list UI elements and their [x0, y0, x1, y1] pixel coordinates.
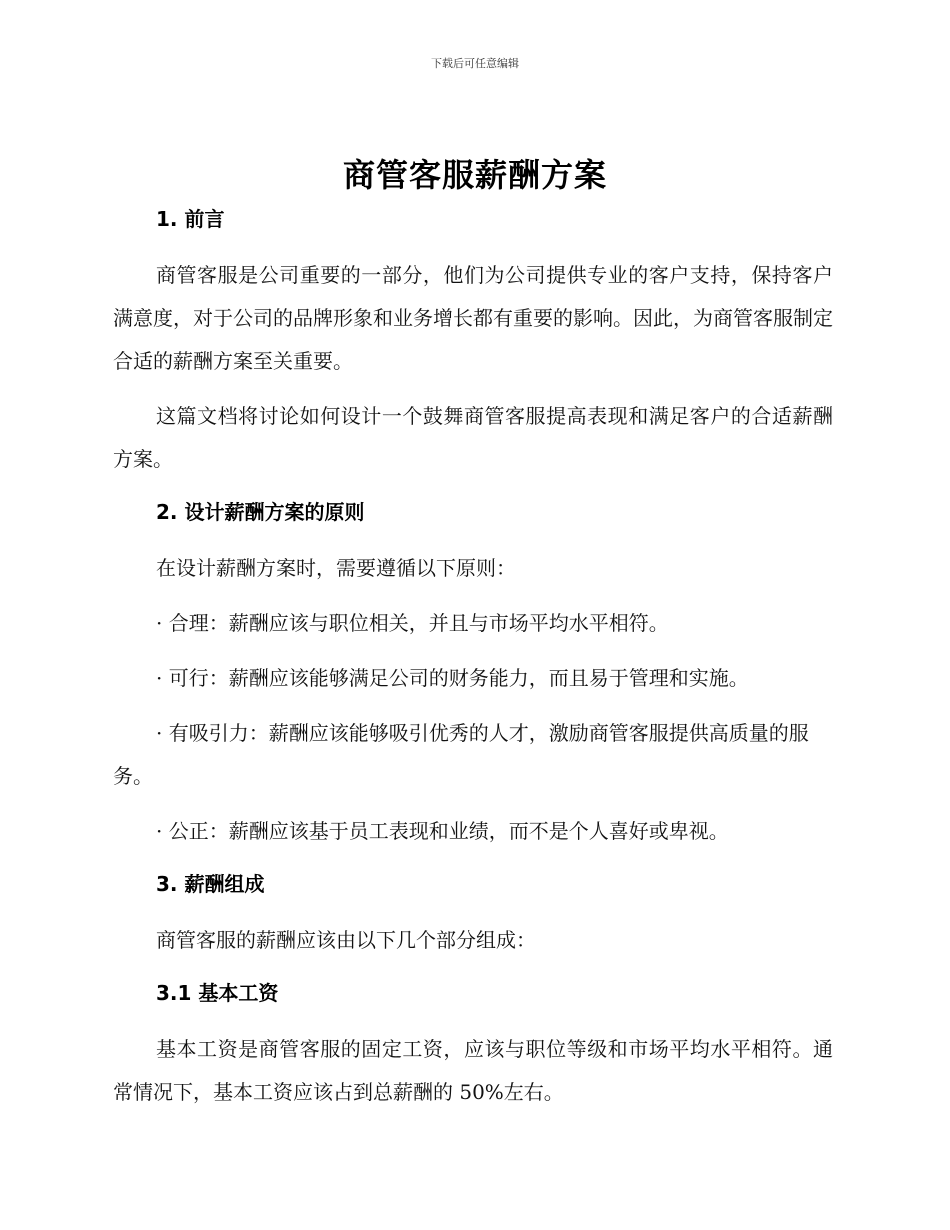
section-heading-composition: 3. 薪酬组成 [156, 872, 265, 896]
subsection-heading-base-salary: 3.1 基本工资 [156, 981, 279, 1005]
document-title: 商管客服薪酬方案 [342, 156, 607, 194]
paragraph-principles-intro: 在设计薪酬方案时，需要遵循以下原则： [156, 556, 516, 580]
paragraph-preface-2: 这篇文档将讨论如何设计一个鼓舞商管客服提高表现和满足客户的合适薪酬方案。 [113, 404, 833, 471]
document-body [113, 200, 833, 1126]
bullet-item-reasonable: · 合理：薪酬应该与职位相关，并且与市场平均水平相符。 [156, 611, 669, 635]
page-header-note: 下载后可任意编辑 [431, 57, 519, 70]
bullet-item-fair: · 公正：薪酬应该基于员工表现和业绩，而不是个人喜好或卑视。 [156, 819, 729, 843]
section-heading-preface: 1. 前言 [156, 207, 225, 231]
paragraph-composition-intro: 商管客服的薪酬应该由以下几个部分组成： [156, 928, 536, 952]
section-heading-principles: 2. 设计薪酬方案的原则 [156, 500, 365, 524]
paragraph-preface-1: 商管客服是公司重要的一部分，他们为公司提供专业的客户支持，保持客户满意度，对于公司的品牌形象和业务增长都有重要的影响。因此，为商管客服制定合适的薪酬方案至关重要。 [113, 263, 833, 373]
bullet-item-attractive: · 有吸引力：薪酬应该能够吸引优秀的人才，激励商管客服提供高质量的服务。 [113, 721, 809, 788]
bullet-item-feasible: · 可行：薪酬应该能够满足公司的财务能力，而且易于管理和实施。 [156, 666, 749, 690]
paragraph-base-salary: 基本工资是商管客服的固定工资，应该与职位等级和市场平均水平相符。通常情况下，基本工资应该占到总薪酬的 50%左右。 [113, 1037, 833, 1104]
